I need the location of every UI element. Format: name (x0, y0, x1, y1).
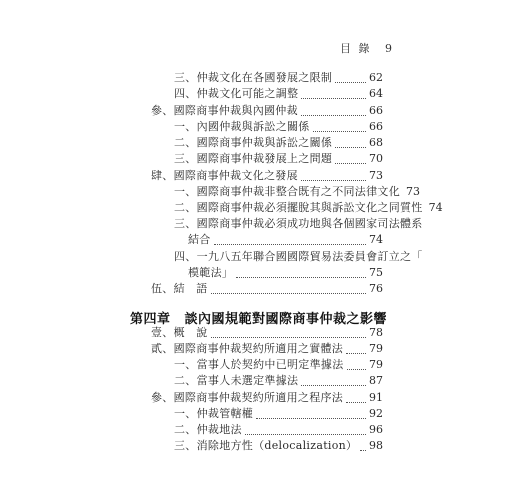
header-section-title: 目 錄 (340, 42, 372, 55)
toc-entry-label: 伍、結 語 (151, 282, 208, 295)
toc-entry-label: 三、仲裁文化在各國發展之限制 (174, 71, 333, 84)
toc-entry-label: 二、國際商事仲裁必須擺脫其與訴訟文化之同質性 (174, 201, 423, 214)
chapter-number: 第四章 (130, 312, 171, 327)
chapter-title: 談內國規範對國際商事仲裁之影響 (184, 312, 388, 327)
toc-entry-page: 70 (369, 152, 383, 165)
toc-entry-label: 參、國際商事仲裁契約所適用之程序法 (151, 391, 344, 404)
toc-entry-page: 79 (369, 342, 383, 355)
leader-dots (245, 434, 366, 435)
toc-entry-label: 參、國際商事仲裁與內國仲裁 (151, 104, 298, 117)
leader-dots (347, 369, 367, 370)
toc-entry (174, 200, 443, 216)
toc-entry-page: 64 (369, 87, 383, 100)
toc-entry-label: 一、國際商事仲裁非整合既有之不同法律文化 (174, 185, 400, 198)
leader-dots (211, 293, 367, 294)
leader-dots (236, 277, 366, 278)
toc-entry-page: 75 (369, 266, 383, 279)
toc-entry-label: 三、消除地方性（delocalization） (174, 439, 358, 452)
leader-dots (346, 402, 366, 403)
toc-entry-continuation (188, 265, 383, 281)
toc-entry-page: 62 (369, 71, 383, 84)
toc-entry-label: 四、一九八五年聯合國國際貿易法委員會訂立之「 (174, 250, 423, 263)
toc-entry-label: 肆、國際商事仲裁文化之發展 (151, 169, 298, 182)
toc-entry-page: 68 (369, 136, 383, 149)
toc-entry (174, 406, 383, 422)
toc-entry-page: 87 (369, 374, 383, 387)
toc-entry (174, 119, 383, 135)
toc-entry-label: 壹、概 說 (151, 326, 208, 339)
toc-entry (151, 341, 383, 357)
toc-entry-label: 結合 (188, 233, 211, 246)
toc-entry-label: 四、仲裁文化可能之調整 (174, 87, 299, 100)
toc-entry-label: 二、國際商事仲裁與訴訟之關係 (174, 136, 333, 149)
running-header (340, 40, 392, 56)
toc-entry (174, 249, 423, 265)
toc-entry-label: 三、國際商事仲裁發展上之問題 (174, 152, 333, 165)
toc-entry (174, 422, 383, 438)
toc-entry-label: 一、當事人於契約中已明定準據法 (174, 358, 344, 371)
toc-entry (174, 184, 420, 200)
leader-dots (301, 98, 366, 99)
toc-entry-page: 96 (369, 423, 383, 436)
toc-entry-label: 三、國際商事仲裁必須成功地與各個國家司法體系 (174, 217, 423, 230)
toc-entry-label: 貳、國際商事仲裁契約所適用之實體法 (151, 342, 344, 355)
toc-entry-page: 79 (369, 358, 383, 371)
toc-entry (174, 135, 383, 151)
toc-entry (151, 168, 383, 184)
toc-entry-page: 66 (369, 120, 383, 133)
toc-entry-page: 98 (369, 439, 383, 452)
toc-entry (174, 373, 383, 389)
leader-dots (335, 82, 366, 83)
toc-entry-label: 二、當事人未選定準據法 (174, 374, 299, 387)
toc-entry-page: 66 (369, 104, 383, 117)
toc-entry (174, 438, 383, 454)
toc-entry-page: 74 (369, 233, 383, 246)
toc-entry (174, 357, 383, 373)
toc-entry-page: 76 (369, 282, 383, 295)
toc-entry-label: 二、仲裁地法 (174, 423, 242, 436)
header-page-number: 9 (385, 42, 392, 55)
leader-dots (335, 147, 366, 148)
toc-entry-label: 一、內國仲裁與訴訟之關係 (174, 120, 310, 133)
toc-entry (151, 325, 383, 341)
leader-dots (346, 353, 366, 354)
toc-entry (151, 103, 383, 119)
leader-dots (214, 244, 366, 245)
leader-dots (301, 180, 366, 181)
leader-dots (313, 131, 366, 132)
toc-entry-page: 73 (369, 169, 383, 182)
toc-entry (174, 151, 383, 167)
toc-entry (174, 70, 383, 86)
toc-entry-page: 74 (428, 201, 443, 214)
leader-dots (301, 115, 366, 116)
toc-entry-page: 91 (369, 391, 383, 404)
leader-dots (301, 385, 366, 386)
toc-entry (174, 86, 383, 102)
toc-entry (151, 281, 383, 297)
leader-dots (256, 418, 366, 419)
toc-entry-page: 73 (406, 185, 420, 198)
leader-dots (360, 450, 366, 451)
leader-dots (335, 163, 366, 164)
toc-entry-label: 模範法」 (188, 266, 234, 279)
toc-entry-page: 92 (369, 407, 383, 420)
toc-entry-continuation (188, 232, 383, 248)
toc-entry (174, 216, 423, 232)
toc-entry (151, 390, 383, 406)
toc-entry-page: 78 (369, 326, 383, 339)
toc-entry-label: 一、仲裁管轄權 (174, 407, 254, 420)
leader-dots (211, 337, 367, 338)
